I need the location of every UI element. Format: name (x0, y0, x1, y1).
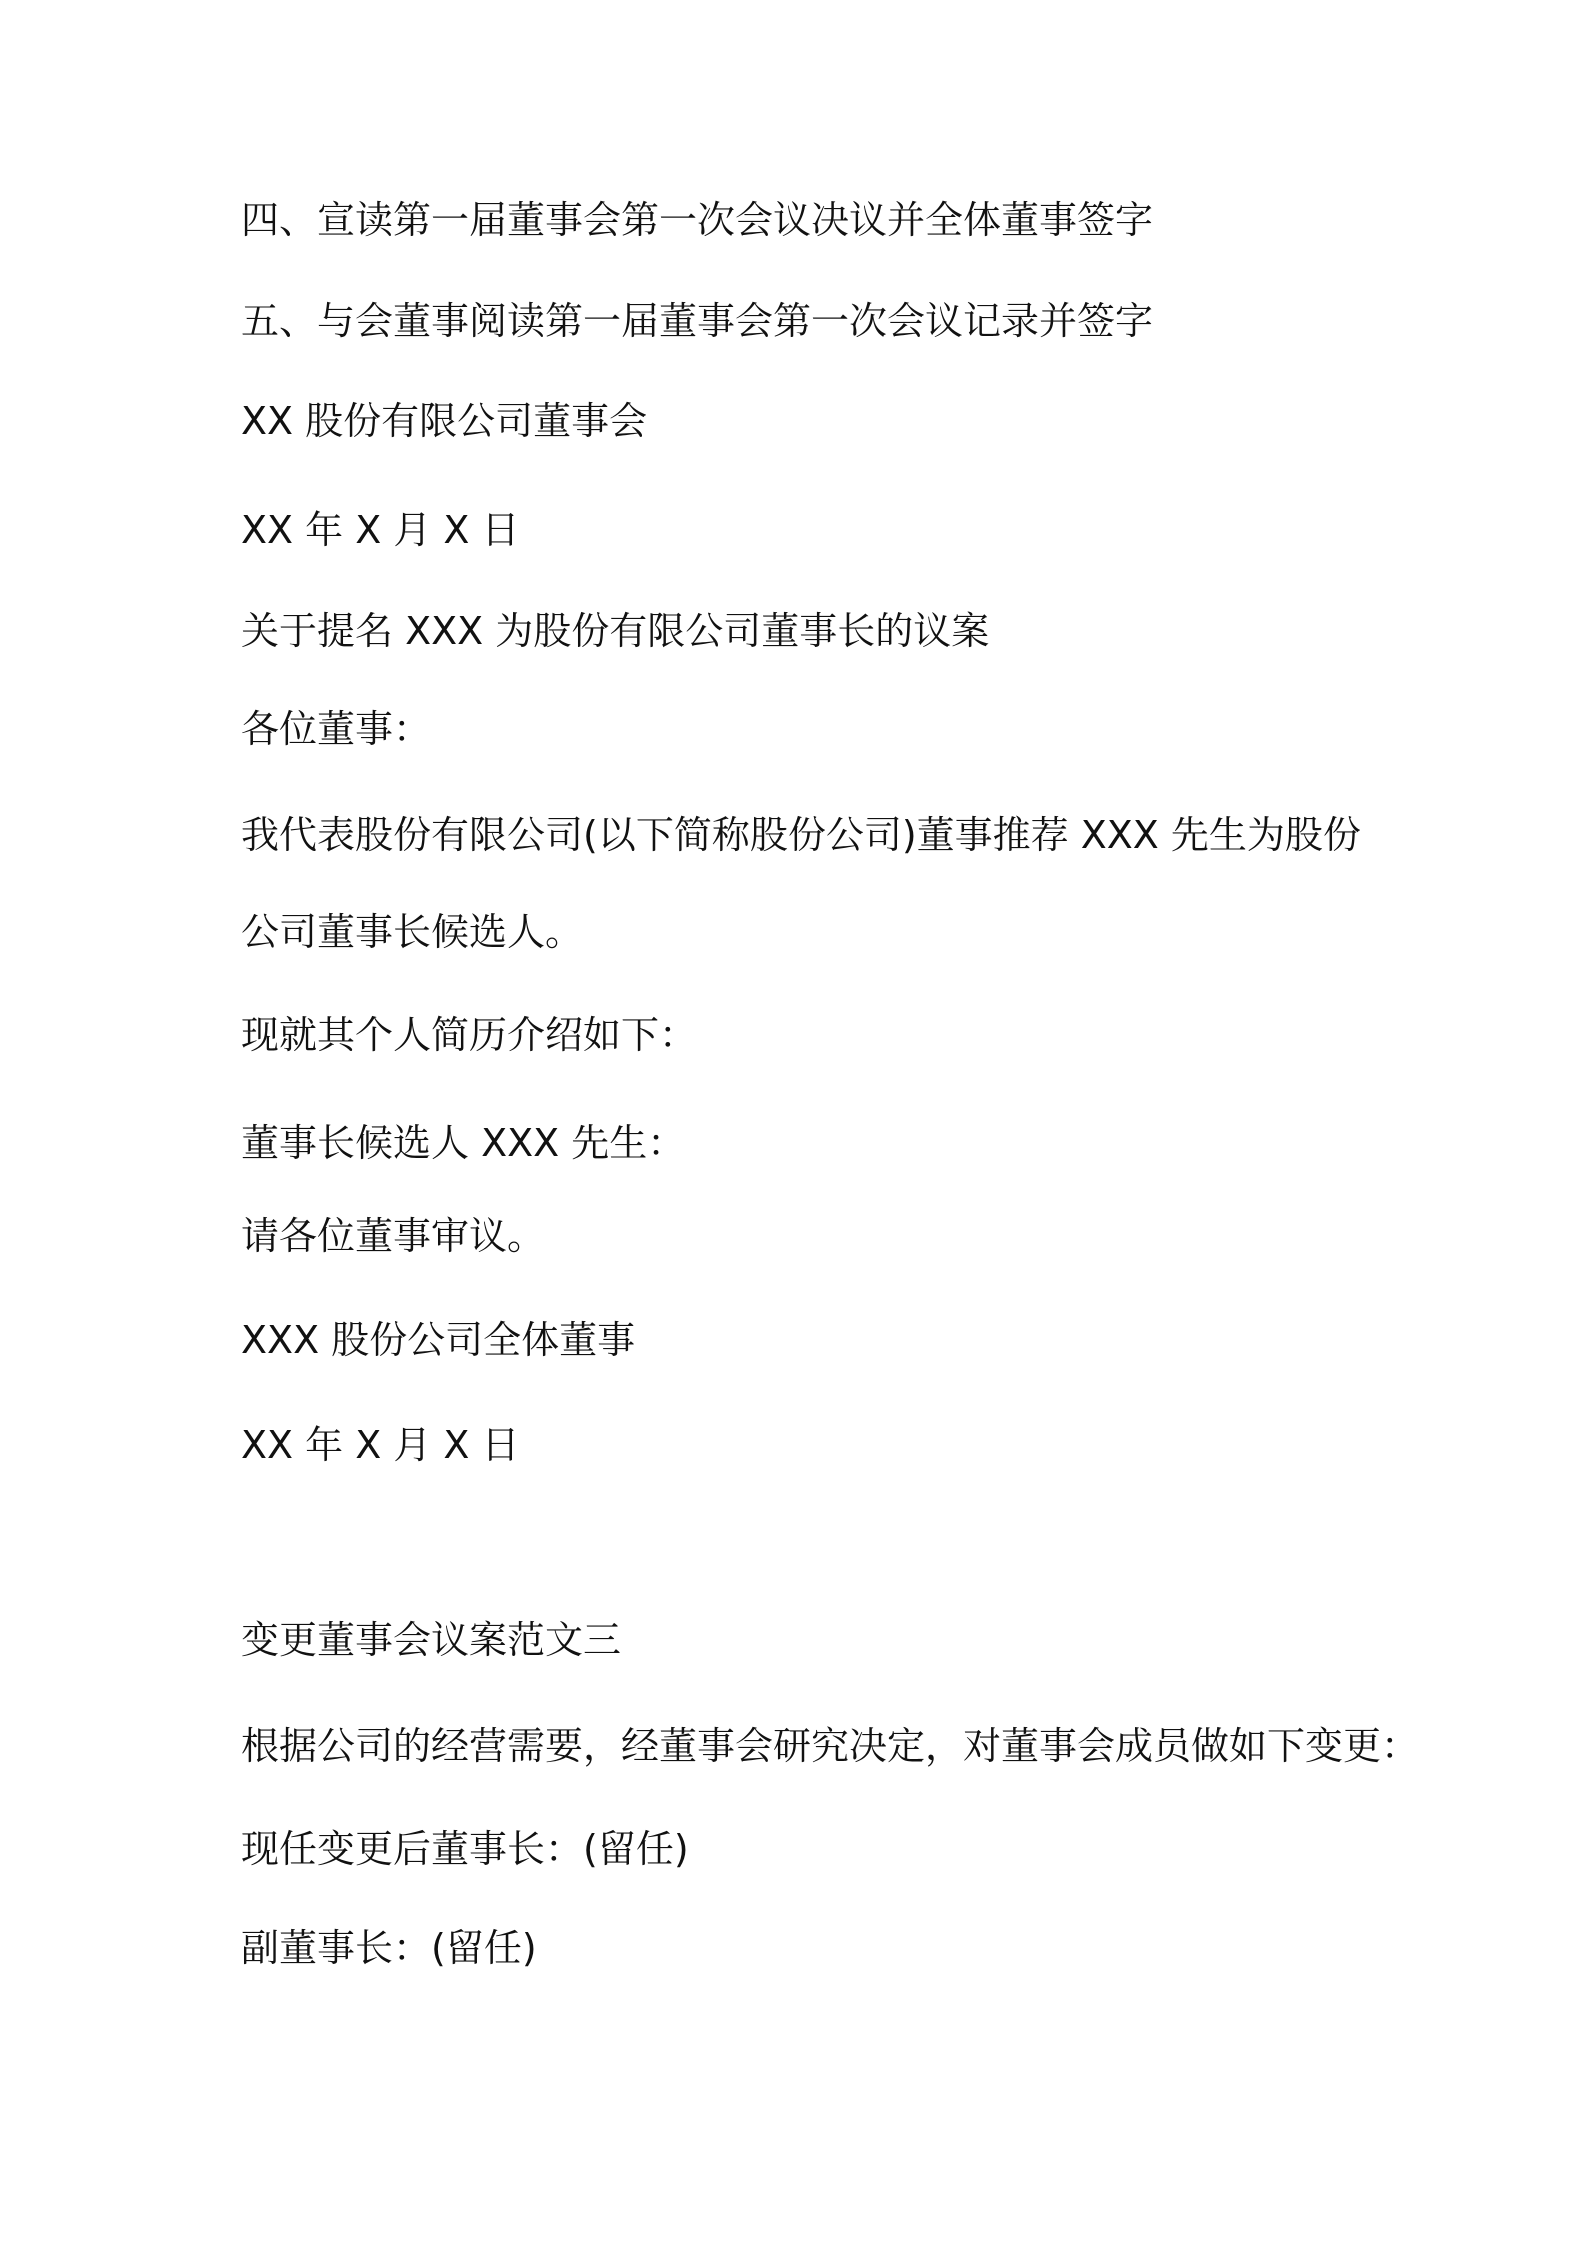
date-line: XX 年 X 月 X 日 (241, 1423, 520, 1467)
section-heading: 变更董事会议案范文三 (241, 1618, 622, 1662)
paragraph-line: 根据公司的经营需要，经董事会研究决定，对董事会成员做如下变更： (241, 1724, 1420, 1768)
candidate-line: 董事长候选人 XXX 先生： (241, 1121, 686, 1165)
vice-chairman-line: 副董事长：(留任) (241, 1926, 537, 1970)
review-request: 请各位董事审议。 (241, 1214, 546, 1258)
date-line: XX 年 X 月 X 日 (241, 508, 520, 552)
board-signature: XX 股份有限公司董事会 (241, 399, 648, 443)
paragraph-line: 现就其个人简历介绍如下： (241, 1013, 698, 1057)
proposal-title: 关于提名 XXX 为股份有限公司董事长的议案 (241, 609, 990, 653)
paragraph-line: 我代表股份有限公司(以下简称股份公司)董事推荐 XXX 先生为股份 (241, 813, 1361, 857)
paragraph-line: 公司董事长候选人。 (241, 910, 584, 954)
agenda-item-four: 四、宣读第一届董事会第一次会议决议并全体董事签字 (241, 198, 1154, 242)
directors-signature: XXX 股份公司全体董事 (241, 1318, 636, 1362)
chairman-line: 现任变更后董事长：(留任) (241, 1827, 689, 1871)
salutation: 各位董事： (241, 707, 432, 751)
agenda-item-five: 五、与会董事阅读第一届董事会第一次会议记录并签字 (241, 299, 1154, 343)
